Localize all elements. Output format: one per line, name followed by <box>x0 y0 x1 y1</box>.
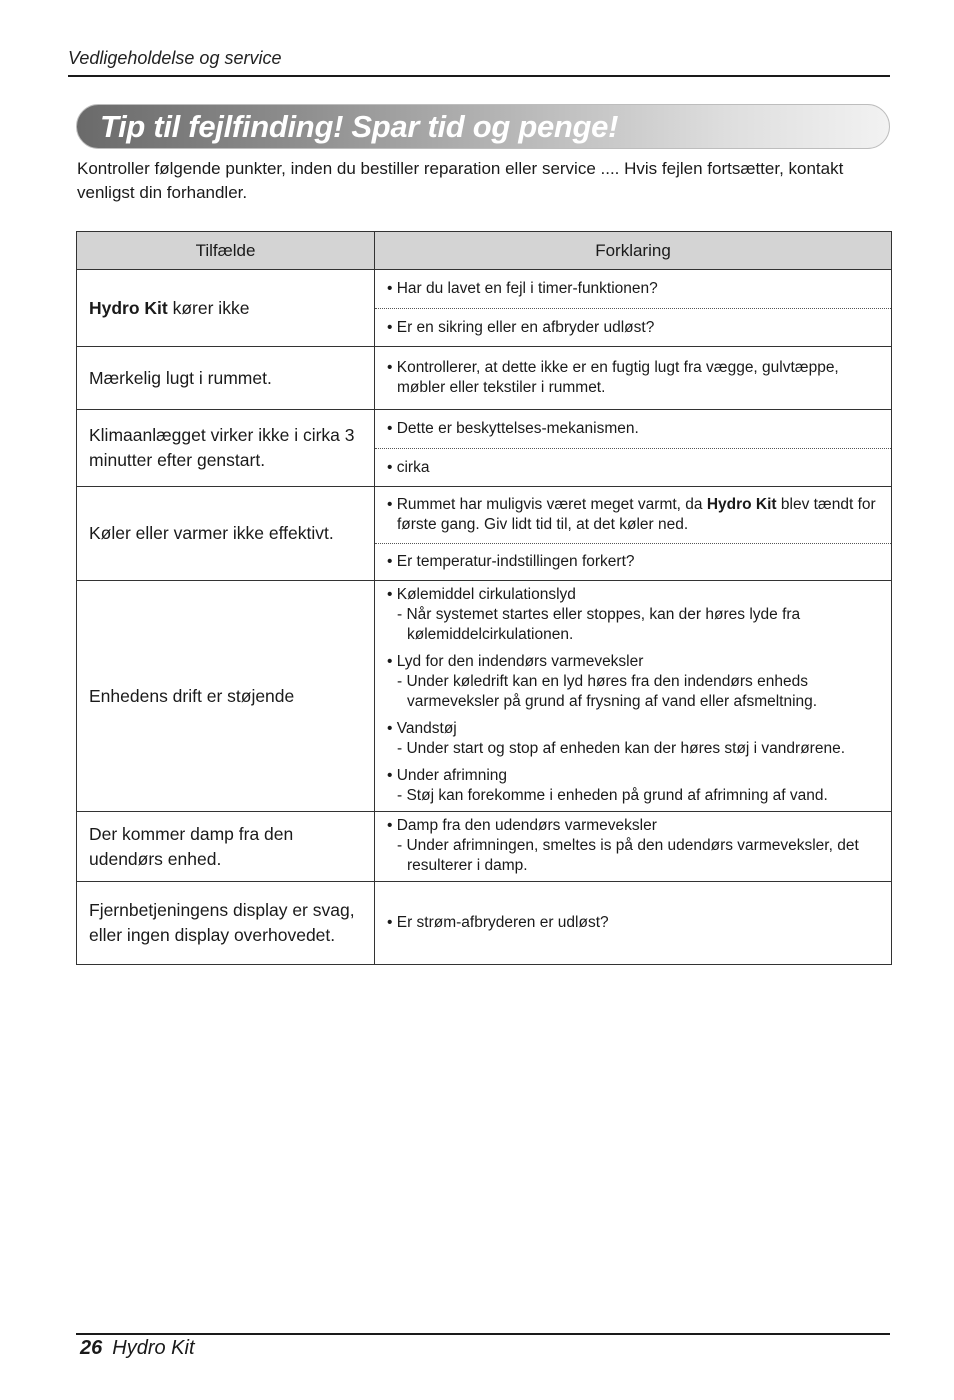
explanation-text <box>387 495 883 535</box>
case-cell: Fjernbetjeningens display er svag, eller ingen display overhovedet. <box>77 882 375 965</box>
explanation-text: • Er temperatur-indstillingen forkert? <box>387 553 635 570</box>
case-text: kører ikke <box>167 297 250 318</box>
explanation-text-part: • Rummet har muligvis været meget varmt, da <box>387 496 707 513</box>
footer-product: Hydro Kit <box>112 1337 195 1359</box>
table-row <box>77 882 892 965</box>
table-row <box>77 581 892 812</box>
explanation-group <box>387 766 883 806</box>
page-title: Tip til fejlfinding! Spar tid og penge! <box>100 109 619 144</box>
case-cell <box>77 270 375 347</box>
group-title: • Kølemiddel cirkulationslyd <box>387 586 576 603</box>
explanation-text-part: blev tændt for første gang. Giv lidt tid til, at det køler ned. <box>397 496 876 533</box>
group-title: • Under afrimning <box>387 767 508 784</box>
explanation-text: • Er strøm-afbryderen er udløst? <box>387 914 609 931</box>
explanation-group-list <box>375 581 891 811</box>
group-title: • Damp fra den udendørs varmeveksler <box>387 817 657 834</box>
explanation-cell <box>375 581 892 812</box>
page-number: 26 <box>80 1337 103 1359</box>
explanation-item <box>375 543 891 580</box>
explanation-text: • cirka <box>387 458 430 476</box>
table-header-row <box>77 232 892 270</box>
table-row <box>77 410 892 487</box>
intro-paragraph: Kontroller følgende punkter, inden du bestiller reparation eller service .... Hvis fejlen fortsætter, kontakt venligst din forhandler. <box>77 159 844 202</box>
explanation-group <box>387 816 883 876</box>
explanation-item <box>375 347 891 409</box>
explanation-item <box>375 270 891 308</box>
group-detail: - Støj kan forekomme i enheden på grund af afrimning af vand. <box>397 787 828 804</box>
explanation-item <box>375 410 891 448</box>
column-header-case: Tilfælde <box>77 232 375 270</box>
explanation-cell <box>375 882 892 965</box>
explanation-group <box>387 719 883 759</box>
case-cell: Enhedens drift er støjende <box>77 581 375 812</box>
group-detail: - Under start og stop af enheden kan der høres støj i vandrørene. <box>397 740 846 757</box>
explanation-item <box>375 487 891 543</box>
explanation-text: • Kontrollerer, at dette ikke er en fugtig lugt fra vægge, gulvtæppe, møbler eller tekstiler i rummet. <box>387 359 839 396</box>
case-cell: Klimaanlægget virker ikke i cirka 3 minutter efter genstart. <box>77 410 375 487</box>
case-cell: Mærkelig lugt i rummet. <box>77 347 375 410</box>
group-title: • Vandstøj <box>387 720 457 737</box>
explanation-cell <box>375 812 892 882</box>
section-header: Vedligeholdelse og service <box>68 48 282 68</box>
explanation-text: • Dette er beskyttelses-mekanismen. <box>387 420 639 437</box>
group-detail: - Under køledrift kan en lyd høres fra den indendørs enheds varmeveksler på grund af frysning af vand eller afsmeltning. <box>397 673 818 710</box>
page-footer <box>80 1337 195 1360</box>
product-name: Hydro Kit <box>89 297 168 318</box>
explanation-cell <box>375 410 892 487</box>
explanation-group-list <box>375 812 891 881</box>
troubleshooting-table <box>76 231 892 965</box>
table-row <box>77 347 892 410</box>
group-title: • Lyd for den indendørs varmeveksler <box>387 653 644 670</box>
table-row <box>77 487 892 581</box>
group-detail: - Under afrimningen, smeltes is på den udendørs varmeveksler, det resulterer i damp. <box>397 837 859 874</box>
table-row <box>77 812 892 882</box>
explanation-group <box>387 585 883 645</box>
group-detail: - Når systemet startes eller stoppes, kan der høres lyde fra kølemiddelcirkulationen. <box>397 606 801 643</box>
explanation-text: • Har du lavet en fejl i timer-funktionen? <box>387 280 658 297</box>
explanation-cell <box>375 270 892 347</box>
explanation-cell <box>375 487 892 581</box>
case-cell: Der kommer damp fra den udendørs enhed. <box>77 812 375 882</box>
product-name: Hydro Kit <box>706 496 777 513</box>
column-header-explanation: Forklaring <box>375 232 892 270</box>
explanation-item <box>375 448 891 486</box>
explanation-item <box>375 308 891 346</box>
explanation-text: • Er en sikring eller en afbryder udløst? <box>387 318 655 336</box>
table-row <box>77 270 892 347</box>
explanation-item <box>375 882 891 964</box>
top-divider <box>68 75 890 77</box>
explanation-group <box>387 652 883 712</box>
case-cell: Køler eller varmer ikke effektivt. <box>77 487 375 581</box>
explanation-cell <box>375 347 892 410</box>
footer-divider <box>76 1333 890 1335</box>
